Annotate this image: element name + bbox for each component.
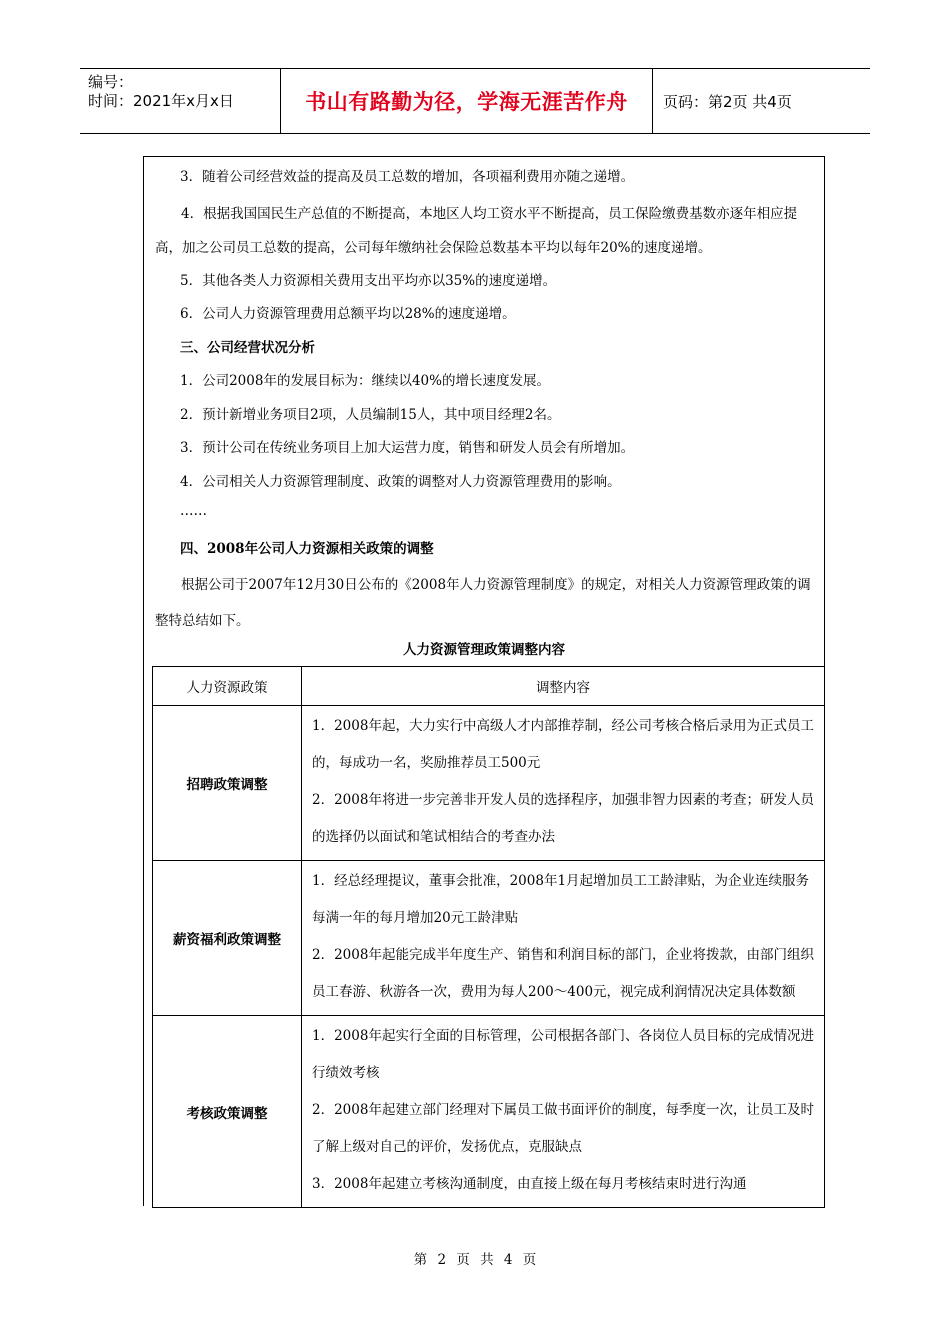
content-item: 1．经总经理提议，董事会批准，2008年1月起增加员工工龄津贴，为企业连续服务每满一年的每月增加20元工龄津贴 — [312, 873, 810, 926]
table-row — [153, 1016, 825, 1208]
paragraph-6: 6．公司人力资源管理费用总额平均以28%的速度递增。 — [180, 306, 516, 322]
section-heading-3: 三、公司经营状况分析 — [180, 340, 315, 356]
content-item: 3．2008年起建立考核沟通制度，由直接上级在每月考核结束时进行沟通 — [312, 1176, 747, 1192]
header-meta — [80, 69, 281, 133]
paragraph-s3-2: 2．预计新增业务项目2项，人员编制15人，其中项目经理2名。 — [180, 407, 561, 423]
row-policy-name: 薪资福利政策调整 — [153, 861, 302, 1016]
content-item: 2．2008年起建立部门经理对下属员工做书面评价的制度，每季度一次，让员工及时了解上级对自己的评价，发扬优点，克服缺点 — [312, 1102, 814, 1155]
table-row — [153, 706, 825, 861]
row-content — [302, 706, 825, 861]
paragraph-s3-1: 1．公司2008年的发展目标为：继续以40%的增长速度发展。 — [180, 373, 550, 389]
table-header-row — [153, 667, 825, 706]
page-header — [80, 68, 870, 134]
code-label: 编号： — [88, 73, 134, 91]
ellipsis: …… — [180, 503, 207, 519]
column-header-policy: 人力资源政策 — [153, 667, 302, 706]
column-header-content: 调整内容 — [302, 667, 825, 706]
content-item: 2．2008年将进一步完善非开发人员的选择程序，加强非智力因素的考查；研发人员的选择仍以面试和笔试相结合的考查办法 — [312, 792, 814, 845]
paragraph-4: 4．根据我国国民生产总值的不断提高，本地区人均工资水平不断提高，员工保险缴费基数亦逐年相应提高，加之公司员工总数的提高，公司每年缴纳社会保险总数基本平均以每年20%的速度递增。 — [155, 206, 798, 256]
paragraph-s4-intro: 根据公司于2007年12月30日公布的《2008年人力资源管理制度》的规定，对相关人力资源管理政策的调整特总结如下。 — [155, 577, 811, 629]
paragraph-s3-3: 3．预计公司在传统业务项目上加大运营力度，销售和研发人员会有所增加。 — [180, 440, 635, 456]
row-content — [302, 1016, 825, 1208]
content-item: 1．2008年起，大力实行中高级人才内部推荐制，经公司考核合格后录用为正式员工的，每成功一名，奖励推荐员工500元 — [312, 718, 814, 771]
table-row — [153, 861, 825, 1016]
header-page-label: 页码：第2页 共4页 — [663, 92, 792, 111]
policy-table — [152, 666, 825, 1208]
time-label: 时间：2021年x月x日 — [88, 92, 234, 110]
content-item: 1．2008年起实行全面的目标管理，公司根据各部门、各岗位人员目标的完成情况进行绩效考核 — [312, 1028, 814, 1081]
paragraph-s3-4: 4．公司相关人力资源管理制度、政策的调整对人力资源管理费用的影响。 — [180, 474, 621, 490]
page-footer: 第 2 页 共 4 页 — [413, 1252, 537, 1268]
paragraph-3: 3．随着公司经营效益的提高及员工总数的增加，各项福利费用亦随之递增。 — [180, 169, 635, 185]
row-policy-name: 招聘政策调整 — [153, 706, 302, 861]
header-motto: 书山有路勤为径，学海无涯苦作舟 — [281, 69, 653, 133]
table-caption: 人力资源管理政策调整内容 — [403, 642, 565, 658]
section-heading-4: 四、2008年公司人力资源相关政策的调整 — [180, 541, 434, 557]
paragraph-5: 5．其他各类人力资源相关费用支出平均亦以35%的速度递增。 — [180, 273, 557, 289]
row-policy-name: 考核政策调整 — [153, 1016, 302, 1208]
content-item: 2．2008年起能完成半年度生产、销售和利润目标的部门，企业将拨款，由部门组织员工春游、秋游各一次，费用为每人200～400元，视完成利润情况决定具体数额 — [312, 947, 814, 1000]
row-content — [302, 861, 825, 1016]
